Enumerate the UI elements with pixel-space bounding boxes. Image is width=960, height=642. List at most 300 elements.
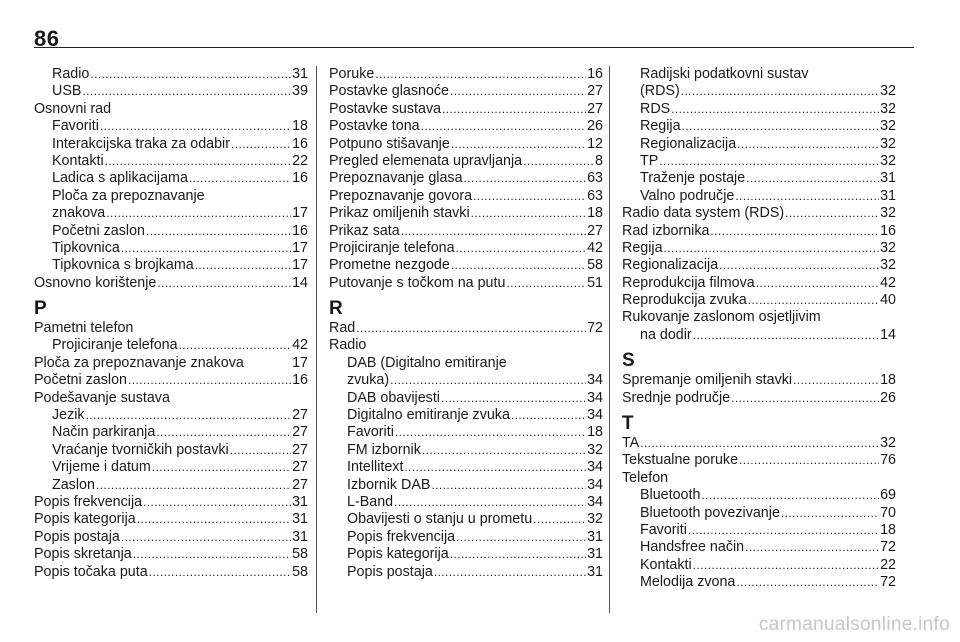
leader-dots [121,240,291,257]
leader-dots [523,153,594,170]
index-entry-term: Pregled elemenata upravljanja [329,152,523,169]
index-entry-page: 17 [292,239,308,256]
leader-dots [719,257,879,274]
index-entry-page: 63 [587,170,603,187]
leader-dots [693,327,879,344]
index-entry [34,170,308,187]
index-entry [34,118,308,135]
index-entry [329,83,603,100]
leader-dots [146,223,291,240]
leader-dots [451,257,586,274]
index-entry-term: Melodija zvona [640,574,736,591]
leader-dots [693,557,879,574]
index-entry [329,118,603,135]
index-entry-term: Postavke glasnoće [329,83,450,100]
index-entry-term: Regionalizacija [622,257,719,274]
leader-dots [394,494,586,511]
index-entry-page: 31 [587,563,603,580]
index-entry-page: 17 [292,257,308,274]
leader-dots [86,407,292,424]
index-entry-term: Popis kategorija [34,511,136,528]
leader-dots [404,459,586,476]
leader-dots [746,170,879,187]
index-entry [34,442,308,459]
index-entry [622,188,896,205]
leader-dots [756,275,879,292]
index-entry-page: 27 [587,100,603,117]
index-entry [622,505,896,522]
index-entry [622,452,896,469]
index-entry-page: 34 [587,372,603,389]
index-entry [622,153,896,170]
index-entry-term: Popis frekvencija [347,528,456,545]
index-entry-page: 32 [880,239,896,256]
index-entry [329,275,603,292]
index-heading: Pametni telefon [34,320,134,337]
index-entry-term: Digitalno emitiranje zvuka [347,407,510,424]
index-entry [622,118,896,135]
leader-dots [434,564,586,581]
index-entry [34,66,308,83]
leader-dots [441,390,586,407]
index-entry [329,240,603,257]
index-entry [34,546,308,563]
index-entry-page: 40 [880,292,896,309]
index-entry-page: 34 [587,407,603,424]
index-entry-page: 42 [587,239,603,256]
index-entry-term: TA [622,435,640,452]
index-entry [622,390,896,407]
index-entry [329,424,603,441]
index-entry [34,83,308,100]
index-entry-page: 69 [880,487,896,504]
index-entry-term: Favoriti [52,118,99,135]
index-entry-page: 12 [587,135,603,152]
index-entry [329,188,603,205]
index-entry [329,101,603,118]
leader-dots [688,522,879,539]
index-entry-term: Radio [52,66,90,82]
index-entry-page: 63 [587,187,603,204]
index-entry-page: 32 [880,257,896,274]
index-entry [329,477,603,494]
index-entry-term: Popis postaja [347,563,433,580]
index-entry-term: Prepoznavanje glasa [329,170,463,187]
index-entry-term: Handsfree način [640,539,745,556]
index-entry [329,442,603,459]
index-entry-term: Poruke [329,66,375,82]
index-entry [622,557,896,574]
index-entry-term: Ploča za prepoznavanje znakova [34,354,244,371]
index-entry-term: Prikaz sata [329,222,400,239]
leader-dots [511,407,586,424]
index-entry [329,170,603,187]
leader-dots [121,529,291,546]
index-entry-term: Regionalizacija [640,135,737,152]
index-entry-page: 22 [880,556,896,573]
index-entry-page: 27 [292,407,308,424]
leader-dots [137,511,291,528]
index-entry-page: 18 [587,424,603,441]
index-entry-page: 31 [292,528,308,545]
index-entry [622,275,896,292]
index-entry-term: Projiciranje telefona [52,337,178,354]
index-entry-term: Vraćanje tvorničkih postavki [52,441,229,458]
leader-dots [157,275,291,292]
index-entry [622,83,896,100]
index-entry-page: 31 [292,493,308,510]
index-entry-page: 31 [587,546,603,563]
index-entry-page: 34 [587,493,603,510]
leader-dots [664,240,880,257]
index-entry [329,372,603,389]
leader-dots [506,275,586,292]
index-entry [34,459,308,476]
index-entry [329,390,603,407]
leader-dots [748,292,879,309]
index-entry-page: 27 [587,83,603,100]
index-entry-page: 16 [292,222,308,239]
index-entry-page: 72 [880,539,896,556]
index-entry-term: TP [640,152,659,169]
column-divider [609,66,610,613]
index-entry-term: Popis točaka puta [34,563,148,580]
index-entry [622,136,896,153]
index-entry-page: 42 [880,274,896,291]
index-entry-page: 16 [292,372,308,389]
leader-dots [737,136,879,153]
index-entry [329,257,603,274]
index-entry-term: Postavke sustava [329,100,442,117]
index-entry-page: 18 [587,205,603,222]
index-entry [34,511,308,528]
index-entry-term: DAB obavijesti [347,389,440,406]
leader-dots [710,223,879,240]
index-entry [329,564,603,581]
index-entry [329,205,603,222]
index-entry-page: 18 [880,521,896,538]
index-entry-term: Kontakti [52,152,104,169]
leader-dots [375,66,586,83]
index-entry-term: USB [52,83,82,100]
leader-dots [422,442,586,459]
leader-dots [356,320,586,337]
leader-dots [473,188,586,205]
leader-dots [105,153,291,170]
leader-dots [106,205,291,222]
index-entry-term: Potpuno stišavanje [329,135,450,152]
index-entry-page: 14 [292,274,308,291]
index-entry-term: Putovanje s točkom na putu [329,274,506,291]
index-entry-page: 32 [880,152,896,169]
index-entry-page: 27 [292,476,308,493]
leader-dots [390,372,586,389]
index-entry-term: zvuka) [347,372,390,389]
index-entry [34,477,308,494]
leader-dots [731,390,879,407]
index-entry-page: 32 [880,135,896,152]
index-entry-page: 34 [587,389,603,406]
leader-dots [450,83,586,100]
index-entry-term: Početni zaslon [52,222,145,239]
index-entry-page: 22 [292,152,308,169]
index-letter-heading: S [622,350,635,372]
index-entry-term: Jezik [52,407,85,424]
index-entry-page: 14 [880,326,896,343]
index-entry-term: Spremanje omiljenih stavki [622,372,793,389]
leader-dots [456,529,586,546]
index-entry-page: 31 [587,528,603,545]
index-entry-term: Favoriti [640,521,687,538]
index-entry-term: Vrijeme i datum [52,459,151,476]
index-entry-page: 32 [587,441,603,458]
index-entry-page: 58 [587,257,603,274]
leader-dots [456,240,587,257]
index-entry-page: 32 [880,83,896,100]
index-entry-page: 26 [587,118,603,135]
index-entry-term: Radio data system (RDS) [622,205,785,222]
index-entry-page: 58 [292,546,308,563]
index-entry [329,153,603,170]
index-entry [34,407,308,424]
leader-dots [230,442,291,459]
index-heading: Podešavanje sustava [34,389,170,406]
index-entry-page: 72 [587,320,603,337]
index-entry-term: Kontakti [640,556,692,573]
index-entry-term: Popis frekvencija [34,493,143,510]
index-entry [34,494,308,511]
index-entry-term: RDS [640,100,671,117]
index-entry-term: Osnovno korištenje [34,274,157,291]
index-entry-term: Srednje područje [622,389,731,406]
index-entry-term: Valno područje [640,187,735,204]
index-entry [34,372,308,389]
index-entry [622,205,896,222]
index-entry [329,320,603,337]
leader-dots [745,539,879,556]
index-entry-term: na dodir [640,326,692,343]
leader-dots [450,546,586,563]
leader-dots [736,574,879,591]
index-entry-term: Popis skretanja [34,546,132,563]
index-heading: Radio [329,337,367,354]
index-entry-page: 70 [880,504,896,521]
leader-dots [195,257,291,274]
leader-dots [785,205,879,222]
leader-dots [471,205,586,222]
index-entry [622,257,896,274]
leader-dots [231,136,291,153]
leader-dots [739,452,879,469]
index-entry-page: 18 [292,118,308,135]
index-entry-term: L-Band [347,493,394,510]
leader-dots [640,435,879,452]
index-entry-term: Reprodukcija filmova [622,274,755,291]
index-entry-term: Rad izbornika [622,222,710,239]
leader-dots [681,83,879,100]
leader-dots [735,188,879,205]
index-entry [622,372,896,389]
index-entry [329,136,603,153]
index-entry [329,494,603,511]
index-entry-page: 42 [292,337,308,354]
index-entry [34,136,308,153]
index-entry [622,292,896,309]
index-entry [622,223,896,240]
leader-dots [659,153,879,170]
index-entry-page: 16 [587,66,603,82]
leader-dots [781,505,879,522]
index-entry [34,240,308,257]
index-entry-page: 16 [292,170,308,187]
index-entry-page: 32 [587,511,603,528]
index-entry-page: 76 [880,452,896,469]
index-entry-term: znakova [52,205,106,222]
leader-dots [442,101,586,118]
index-entry-term: Interakcijska traka za odabir [52,135,230,152]
index-entry-term: Traženje postaje [640,170,746,187]
index-column-2 [329,66,603,581]
index-entry-page: 34 [587,476,603,493]
index-entry-term: Tekstualne poruke [622,452,739,469]
index-entry [329,459,603,476]
index-heading: Radijski podatkovni sustav [640,66,809,82]
index-entry-term: Regija [640,118,681,135]
leader-dots [533,511,586,528]
index-entry-page: 32 [880,435,896,452]
leader-dots [179,337,292,354]
leader-dots [90,66,291,83]
index-entry-page: 31 [880,170,896,187]
leader-dots [133,546,291,563]
index-entry [329,546,603,563]
index-entry-page: 26 [880,389,896,406]
index-entry [34,223,308,240]
index-heading: Rukovanje zaslonom osjetljivim [622,309,821,326]
index-entry-term: Ladica s aplikacijama [52,170,188,187]
leader-dots [128,372,291,389]
page-number: 86 [34,26,60,51]
index-entry-term: Popis kategorija [347,546,449,563]
index-entry-term: Postavke tona [329,118,420,135]
leader-dots [671,101,879,118]
index-entry-page: 58 [292,563,308,580]
leader-dots [395,424,586,441]
leader-dots [682,118,880,135]
index-entry-page: 32 [880,118,896,135]
index-entry [622,522,896,539]
index-entry-page: 31 [292,511,308,528]
index-entry-term: Prometne nezgode [329,257,450,274]
watermark: carmanualsonline.info [758,614,950,635]
index-entry [34,424,308,441]
index-letter-heading: R [329,298,343,320]
leader-dots [82,83,291,100]
index-entry-page: 31 [880,187,896,204]
index-entry-term: Tipkovnica [52,239,120,256]
index-entry-term: Popis postaja [34,528,120,545]
index-entry [329,66,603,83]
index-entry [34,275,308,292]
leader-dots [156,424,291,441]
leader-dots [464,170,587,187]
index-entry [622,539,896,556]
index-entry-page: 72 [880,574,896,591]
index-heading: Telefon [622,469,669,486]
index-entry-term: Izbornik DAB [347,476,431,493]
index-entry-page: 32 [880,100,896,117]
index-entry-term: Favoriti [347,424,394,441]
index-letter-heading: T [622,413,634,435]
index-entry [329,407,603,424]
index-entry-page: 16 [880,222,896,239]
index-entry-page: 27 [292,459,308,476]
index-entry-page: 32 [880,205,896,222]
leader-dots [431,477,586,494]
column-divider [316,66,317,613]
index-entry-page: 39 [292,83,308,100]
index-entry-term: Tipkovnica s brojkama [52,257,194,274]
index-entry-page: 8 [595,152,603,169]
index-entry [622,487,896,504]
index-heading: Ploča za prepoznavanje [52,187,205,204]
index-column-1 [34,66,308,581]
index-entry-page: 27 [587,222,603,239]
leader-dots [152,459,291,476]
index-entry [329,529,603,546]
index-entry-term: Intellitext [347,459,404,476]
index-entry-term: (RDS) [640,83,680,100]
index-entry-page: 31 [292,66,308,82]
leader-dots [189,170,291,187]
index-entry [622,101,896,118]
leader-dots [421,118,586,135]
index-entry [329,223,603,240]
index-entry [622,435,896,452]
index-entry-term: Obavijesti o stanju u prometu [347,511,533,528]
index-entry-page: 17 [292,354,308,371]
index-heading: DAB (Digitalno emitiranje [347,354,507,371]
leader-dots [96,477,291,494]
index-entry-page: 27 [292,424,308,441]
index-entry [34,355,308,372]
index-column-3 [622,66,896,592]
index-heading: Osnovni rad [34,100,112,117]
index-entry [622,240,896,257]
index-letter-heading: P [34,298,47,320]
index-entry-term: Projiciranje telefona [329,239,455,256]
index-entry [34,337,308,354]
index-entry-page: 17 [292,205,308,222]
index-entry [34,153,308,170]
leader-dots [149,564,291,581]
index-entry-page: 34 [587,459,603,476]
leader-dots [701,487,879,504]
index-entry [34,205,308,222]
index-entry-page: 16 [292,135,308,152]
index-entry-page: 51 [587,274,603,291]
leader-dots [100,118,291,135]
index-entry [329,511,603,528]
index-entry-term: Bluetooth [640,487,701,504]
index-entry-term: Zaslon [52,476,95,493]
leader-dots [143,494,291,511]
leader-dots [793,372,879,389]
index-entry-page: 27 [292,441,308,458]
index-entry [34,257,308,274]
header-rule [34,47,914,48]
index-entry-term: Bluetooth povezivanje [640,504,780,521]
